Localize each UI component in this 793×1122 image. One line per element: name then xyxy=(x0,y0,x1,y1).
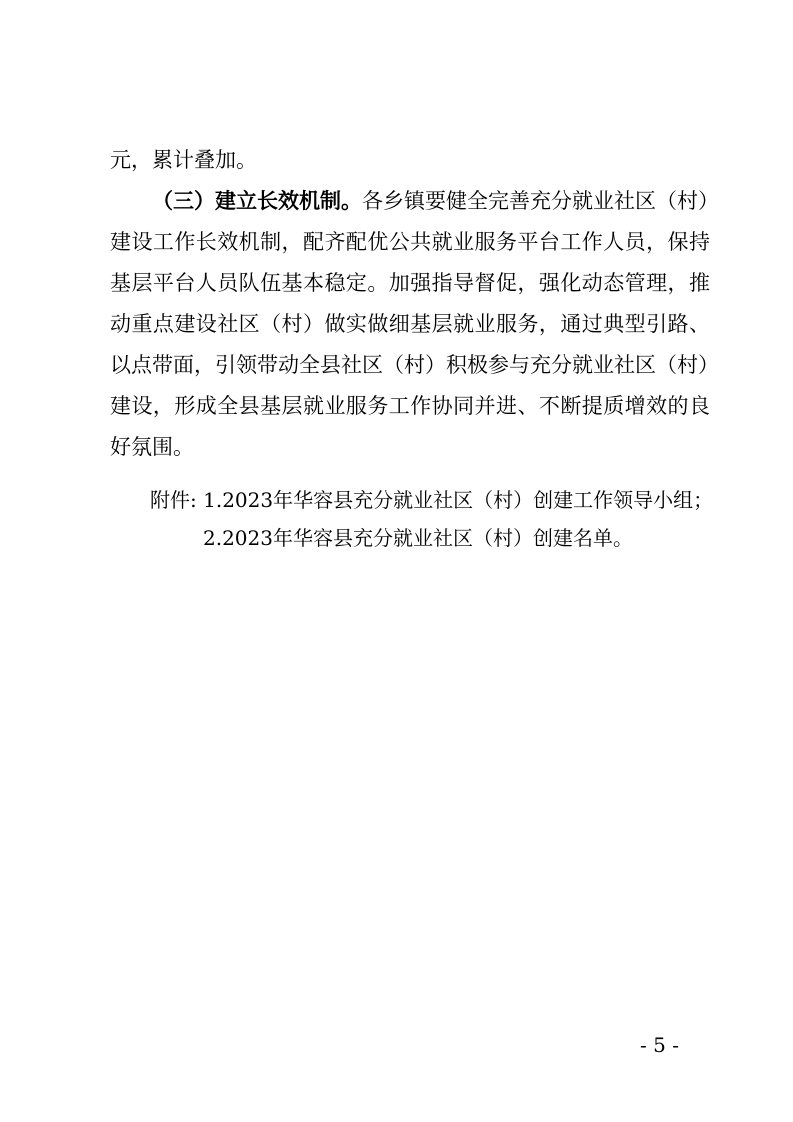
attachment-item-2: 2.2023年华容县充分就业社区（村）创建名单。 xyxy=(203,526,633,550)
section-3-line-6: 建设，形成全县基层就业服务工作协同并进、不断提质增效的良 xyxy=(110,394,710,418)
page-number: - 5 - xyxy=(640,1033,679,1057)
paragraph-continuation xyxy=(110,145,710,175)
attachment-item-1: 1.2023年华容县充分就业社区（村）创建工作领导小组； xyxy=(203,488,714,512)
section-3-line-1 xyxy=(152,186,719,216)
section-3-line-7: 好氛围。 xyxy=(110,435,194,459)
continuation-text: 元，累计叠加。 xyxy=(110,148,257,172)
section-3-line-3: 基层平台人员队伍基本稳定。加强指导督促，强化动态管理，推 xyxy=(110,271,710,295)
section-3-text: 各乡镇要健全完善充分就业社区（村） xyxy=(362,189,719,213)
attachment-label: 附件: xyxy=(150,488,197,512)
section-3-line-2: 建设工作长效机制，配齐配优公共就业服务平台工作人员，保持 xyxy=(110,230,710,254)
attachment-line-1 xyxy=(150,485,713,515)
section-3-line-4: 动重点建设社区（村）做实做细基层就业服务，通过典型引路、 xyxy=(110,312,710,336)
section-3-heading: （三）建立长效机制。 xyxy=(152,189,362,213)
section-3-line-5: 以点带面，引领带动全县社区（村）积极参与充分就业社区（村） xyxy=(110,353,719,377)
attachment-line-2 xyxy=(203,523,633,553)
